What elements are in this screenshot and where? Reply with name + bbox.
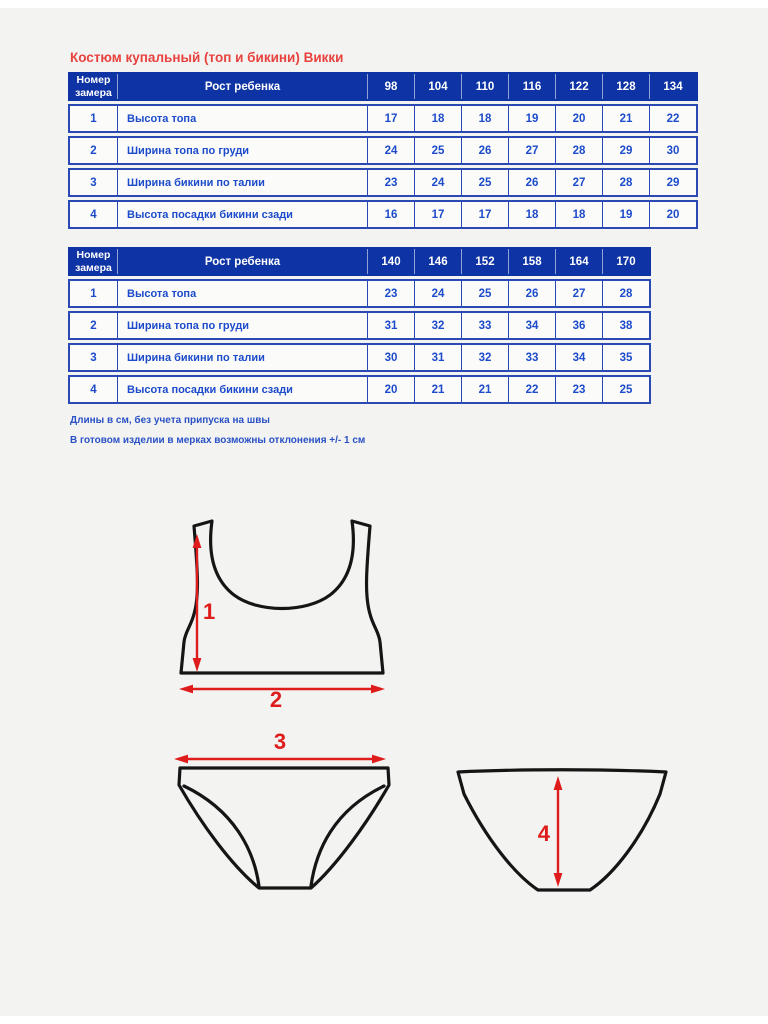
row-number-cell: 4 [90,383,97,396]
measure-label-1: 1 [203,599,216,624]
value-cell: 32 [414,313,461,338]
size-column-header: 152 [461,249,508,274]
value-cell: 32 [461,345,508,370]
measure-label-cell: Ширина бикини по талии [117,345,367,370]
size-column-header: 140 [367,249,414,274]
value-cell: 34 [508,313,555,338]
value-cell: 27 [508,138,555,163]
value-cell: 27 [555,170,602,195]
col-header-measure-number: Номер замера [75,249,112,274]
size-column-header: 170 [602,249,649,274]
value-cell: 28 [602,281,649,306]
value-cell: 21 [602,106,649,131]
table-2-header-row [68,247,651,276]
value-cell: 23 [367,170,414,195]
size-column-header: 158 [508,249,555,274]
size-column-header: 122 [555,74,602,99]
value-cell: 18 [461,106,508,131]
value-cell: 17 [367,106,414,131]
measure-label-cell: Ширина топа по груди [117,313,367,338]
page-title: Костюм купальный (топ и бикини) Викки [70,50,344,65]
value-cell: 31 [367,313,414,338]
bikini-bottom-front-outline [179,768,389,888]
value-cell: 23 [555,377,602,402]
measure-label-4: 4 [537,821,550,846]
value-cell: 25 [602,377,649,402]
bikini-bottom-back-outline [458,770,666,890]
value-cell: 23 [367,281,414,306]
size-column-header: 128 [602,74,649,99]
value-cell: 33 [461,313,508,338]
table-row [68,104,698,133]
value-cell: 21 [414,377,461,402]
value-cell: 19 [508,106,555,131]
size-column-header: 164 [555,249,602,274]
value-cell: 26 [508,281,555,306]
measure-label-cell: Высота посадки бикини сзади [117,202,367,227]
value-cell: 29 [649,170,696,195]
leg-opening-curve-left [184,786,259,886]
table-row [68,311,651,340]
value-cell: 26 [508,170,555,195]
measure-label-cell: Высота посадки бикини сзади [117,377,367,402]
measure-arrow-top-width [179,685,385,712]
value-cell: 24 [414,281,461,306]
table-row [68,168,698,197]
bikini-top-outline [181,521,383,673]
value-cell: 34 [555,345,602,370]
value-cell: 26 [461,138,508,163]
value-cell: 22 [649,106,696,131]
measure-label-cell: Ширина топа по груди [117,138,367,163]
table-1-header-row [68,72,698,101]
value-cell: 24 [414,170,461,195]
value-cell: 27 [555,281,602,306]
value-cell: 31 [414,345,461,370]
measure-arrow-back-rise [538,776,563,887]
size-table-2 [68,247,651,404]
value-cell: 28 [555,138,602,163]
value-cell: 19 [602,202,649,227]
size-column-header: 98 [367,74,414,99]
row-number-cell: 1 [90,287,97,300]
measure-label-3: 3 [273,729,287,754]
value-cell: 18 [555,202,602,227]
table-row [68,136,698,165]
value-cell: 20 [367,377,414,402]
measure-label-2: 2 [269,687,283,712]
row-number-cell: 2 [90,144,97,157]
value-cell: 25 [414,138,461,163]
col-header-measure-number: Номер замера [75,74,112,99]
size-table-1 [68,72,698,229]
measure-label-cell: Ширина бикини по талии [117,170,367,195]
value-cell: 30 [649,138,696,163]
measure-label-cell: Высота топа [117,281,367,306]
leg-opening-curve-right [311,786,384,886]
value-cell: 38 [602,313,649,338]
bikini-top-diagram [170,512,394,712]
row-number-cell: 3 [90,351,97,364]
value-cell: 28 [602,170,649,195]
measure-label-cell: Высота топа [117,106,367,131]
value-cell: 21 [461,377,508,402]
value-cell: 17 [414,202,461,227]
value-cell: 25 [461,281,508,306]
table-row [68,375,651,404]
row-number-cell: 2 [90,319,97,332]
value-cell: 29 [602,138,649,163]
row-number-cell: 4 [90,208,97,221]
bikini-bottom-front-diagram [170,728,394,898]
size-column-header: 116 [508,74,555,99]
value-cell: 20 [555,106,602,131]
col-header-child-height: Рост ребенка [117,74,367,99]
row-number-cell: 3 [90,176,97,189]
size-column-header: 146 [414,249,461,274]
col-header-child-height: Рост ребенка [117,249,367,274]
value-cell: 18 [508,202,555,227]
size-column-header: 110 [461,74,508,99]
value-cell: 35 [602,345,649,370]
table-row [68,279,651,308]
value-cell: 22 [508,377,555,402]
note-tolerance: В готовом изделии в мерках возможны отклонения +/- 1 см [70,435,366,446]
row-number-cell: 1 [90,112,97,125]
table-row [68,343,651,372]
value-cell: 30 [367,345,414,370]
value-cell: 36 [555,313,602,338]
value-cell: 24 [367,138,414,163]
value-cell: 33 [508,345,555,370]
size-column-header: 104 [414,74,461,99]
bikini-bottom-back-diagram [450,760,674,900]
measure-arrow-bottom-waist [174,729,386,763]
value-cell: 25 [461,170,508,195]
size-column-header: 134 [649,74,696,99]
value-cell: 20 [649,202,696,227]
note-lengths-cm: Длины в см, без учета припуска на швы [70,415,270,426]
table-row [68,200,698,229]
value-cell: 17 [461,202,508,227]
value-cell: 18 [414,106,461,131]
value-cell: 16 [367,202,414,227]
